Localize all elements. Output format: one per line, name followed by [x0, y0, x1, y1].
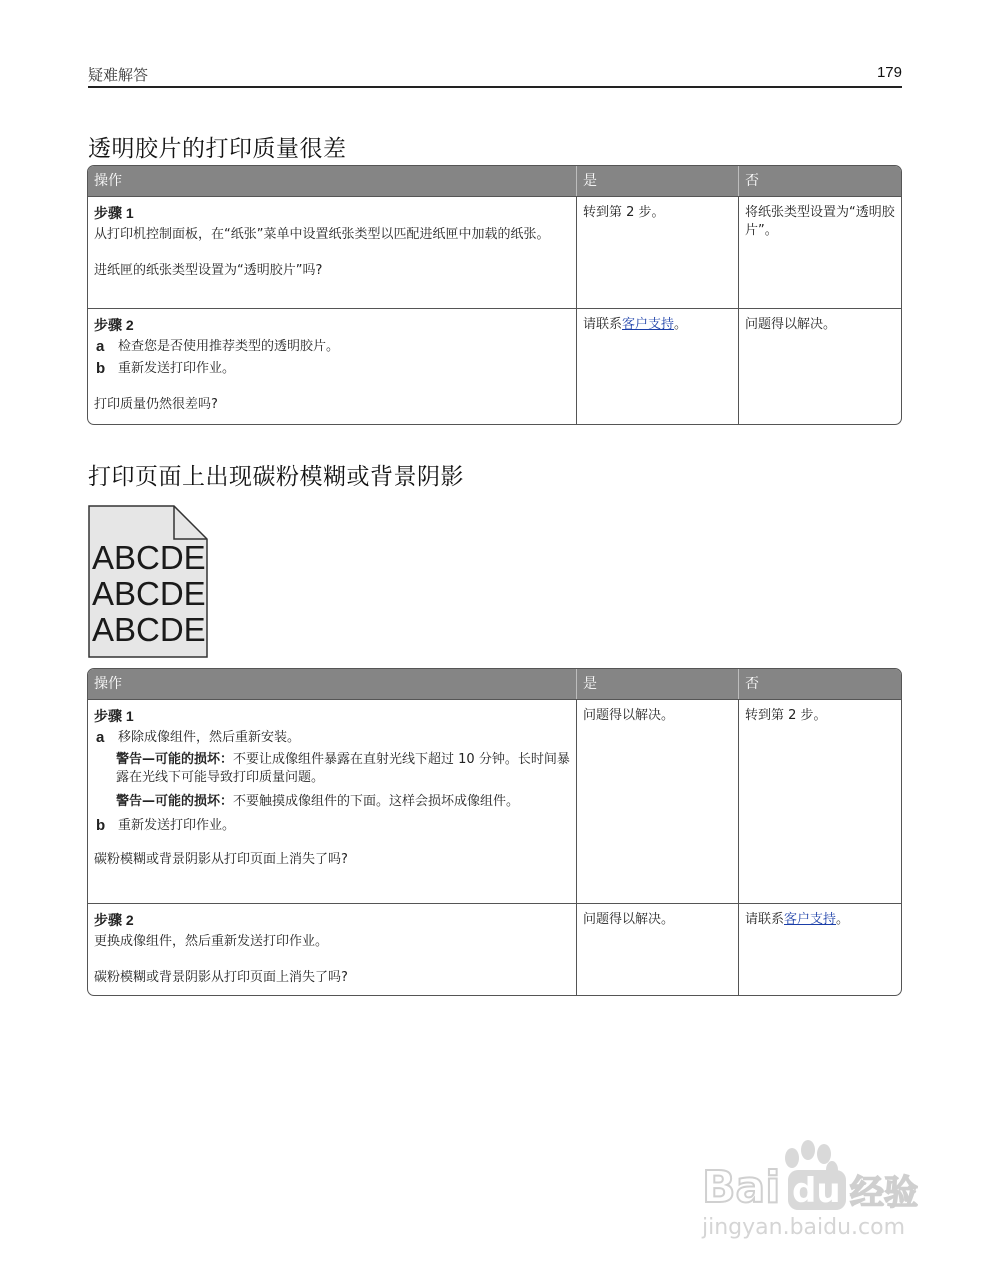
action-cell [88, 309, 577, 425]
step-text: 更换成像组件，然后重新发送打印作业。 [94, 934, 329, 949]
section-title-toner-smear: 打印页面上出现碳粉模糊或背景阴影 [88, 464, 464, 490]
illustration-text-line: ABCDE [92, 611, 206, 648]
substep-a: a 检查您是否使用推荐类型的透明胶片。 [96, 338, 340, 355]
header-yes: 是 [577, 166, 739, 196]
section-name: 疑难解答 [88, 66, 149, 84]
customer-support-link[interactable]: 客户支持 [784, 912, 837, 927]
substep-b: b 重新发送打印作业。 [96, 360, 236, 377]
section-title-transparency: 透明胶片的打印质量很差 [88, 136, 347, 162]
watermark-url: jingyan.baidu.com [702, 1215, 906, 1240]
yes-cell: 问题得以解决。 [577, 700, 739, 903]
watermark-du: du [792, 1171, 841, 1211]
troubleshoot-table-toner [87, 668, 902, 996]
table-row [88, 699, 901, 903]
no-cell: 将纸张类型设置为“透明胶片”。 [745, 205, 895, 238]
action-cell [88, 700, 577, 903]
header-action: 操作 [88, 669, 577, 699]
no-cell: 问题得以解决。 [745, 317, 837, 332]
substep-a: a 移除成像组件，然后重新安装。 [96, 729, 301, 746]
yes-cell: 问题得以解决。 [577, 904, 739, 995]
step-question: 碳粉模糊或背景阴影从打印页面上消失了吗? [94, 970, 348, 985]
action-cell [88, 197, 577, 308]
baidu-jingyan-watermark [700, 1130, 940, 1240]
step-label: 步骤 2 [94, 317, 134, 333]
header-no: 否 [745, 173, 759, 189]
table-header [88, 669, 901, 699]
illustration-text-line: ABCDE [92, 575, 206, 612]
watermark-brand: Bai [702, 1162, 781, 1213]
document-illustration [88, 505, 208, 658]
header-action: 操作 [88, 166, 577, 196]
yes-cell: 请联系客户支持。 [577, 309, 739, 425]
step-label: 步骤 2 [94, 912, 134, 928]
watermark-jingyan: 经验 [850, 1173, 918, 1213]
illustration-text-line: ABCDE [92, 539, 206, 576]
no-cell: 转到第 2 步。 [745, 708, 827, 723]
troubleshoot-table-transparency [87, 165, 902, 425]
yes-cell: 转到第 2 步。 [577, 197, 739, 308]
no-cell: 请联系客户支持。 [745, 912, 850, 927]
table-row [88, 308, 901, 425]
step-text: 从打印机控制面板，在“纸张”菜单中设置纸张类型以匹配进纸匣中加载的纸张。 [94, 227, 550, 242]
header-yes: 是 [577, 669, 739, 699]
step-label: 步骤 1 [94, 205, 134, 221]
warning-note: 警告—可能的损坏：不要让成像组件暴露在直射光线下超过 10 分钟。长时间暴露在光线下可能导致打印质量问题。 [116, 752, 570, 785]
action-cell [88, 904, 577, 995]
step-question: 打印质量仍然很差吗? [94, 397, 218, 412]
substep-b: b 重新发送打印作业。 [96, 817, 236, 834]
table-header [88, 166, 901, 196]
page-header [88, 62, 902, 88]
step-question: 碳粉模糊或背景阴影从打印页面上消失了吗? [94, 852, 348, 867]
page-number: 179 [876, 64, 902, 81]
customer-support-link[interactable]: 客户支持 [622, 317, 675, 332]
step-question: 进纸匣的纸张类型设置为“透明胶片”吗? [94, 263, 323, 278]
header-no: 否 [745, 676, 759, 692]
table-row [88, 196, 901, 308]
table-row [88, 903, 901, 995]
warning-note: 警告—可能的损坏：不要触摸成像组件的下面。这样会损坏成像组件。 [116, 794, 520, 809]
step-label: 步骤 1 [94, 708, 134, 724]
